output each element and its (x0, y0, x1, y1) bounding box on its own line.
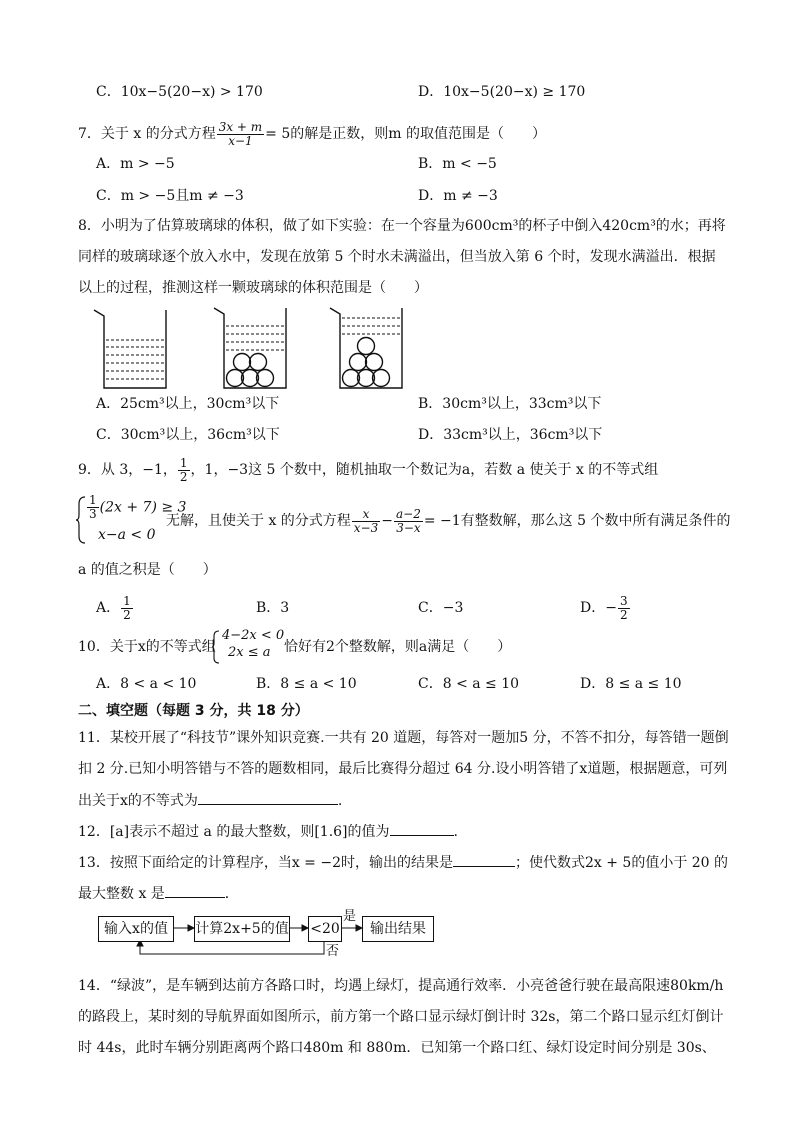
q13-line-1 (78, 852, 728, 873)
q8-line-1: 8．小明为了估算玻璃球的体积，做了如下实验：在一个容量为600cm³的杯子中倒入420cm³的水；再将 (78, 218, 726, 234)
q9-half-den: 2 (179, 469, 188, 484)
beaker-empty (94, 310, 166, 388)
q11-line-3-end: . (337, 793, 343, 809)
q9-brace (76, 496, 86, 544)
q8-option-d: D．33cm³以上，36cm³以下 (418, 427, 603, 443)
q11-line-3 (78, 790, 342, 811)
q6-option-c: C．10x−5(20−x) > 170 (96, 84, 263, 100)
q9-option-a-num: 1 (123, 593, 131, 608)
q9-frac-1 (352, 508, 380, 535)
q9-line-1-a: 9．从 3，−1， (78, 462, 177, 478)
q12-end: . (453, 824, 458, 840)
beaker-five-balls (214, 308, 286, 388)
q11-line-2: 扣 2 分.已知小明答错与不答的题数相同，最后比赛得分超过 64 分.设小明答错了x道题，根据题意，可列 (78, 761, 728, 777)
q13-line-2-end: ． (224, 886, 239, 902)
q9-frac-2 (394, 508, 423, 535)
q9-option-d-num: 3 (619, 593, 628, 608)
q9-option-d (580, 592, 631, 624)
q9-option-d-den: 2 (619, 607, 628, 622)
flowchart-input-box: 输入x的值 (98, 916, 174, 942)
flowchart-no-label: 否 (326, 944, 340, 959)
q11-line-3-text: 出关于x的不等式为 (78, 793, 198, 809)
q9-third-num: 1 (89, 493, 97, 507)
q7-option-d: D．m ≠ −3 (418, 188, 498, 204)
q8-line-2: 同样的玻璃球逐个放入水中，发现在放第 5 个时水未满溢出，但当放入第 6 个时，发现水满溢出．根据 (78, 249, 716, 265)
q7-option-a: A．m > −5 (96, 156, 175, 172)
q10-option-a: A．8 < a < 10 (96, 676, 197, 692)
q12-line (78, 821, 458, 842)
section-heading: 二、填空题（每题 3 分，共 18 分） (78, 703, 309, 719)
q10-option-b: B．8 ≤ a < 10 (256, 676, 357, 692)
q9-option-d-frac (618, 595, 630, 622)
q9-minus: − (381, 513, 393, 529)
q6-option-d: D．10x−5(20−x) ≥ 170 (418, 84, 586, 100)
q9-line-3: a 的值之积是（ ） (78, 562, 217, 578)
q9-frac-2-den: 3−x (396, 520, 421, 535)
q9-frac-1-num: x (352, 508, 380, 522)
q9-system-row-2: x−a < 0 (98, 527, 156, 543)
q9-option-a-frac (121, 595, 133, 622)
q7-fraction (217, 121, 264, 148)
q10-option-d: D．8 ≤ a ≤ 10 (580, 676, 682, 692)
q8-option-c: C．30cm³以上，36cm³以下 (96, 427, 280, 443)
q7-stem (78, 118, 546, 150)
q11-answer-blank[interactable] (198, 790, 338, 805)
q9-line-1-b: ，1，−3这 5 个数中，随机抽取一个数记为a，若数 a 使关于 x 的不等式组 (190, 462, 659, 478)
flowchart-compute-box: 计算2x+5的值 (194, 916, 290, 942)
q9-mid-1: 无解，且使关于 x 的分式方程 (166, 513, 351, 529)
q8-option-b: B．30cm³以上，33cm³以下 (418, 396, 602, 412)
q13-line-2-text: 最大整数 x 是 (78, 886, 165, 902)
q12-answer-blank[interactable] (390, 821, 454, 836)
q7-option-c: C．m > −5且m ≠ −3 (96, 188, 244, 204)
q9-mid-2: = −1有整数解，那么这 5 个数中所有满足条件的 (423, 513, 731, 529)
q10-brace (212, 630, 220, 664)
q9-option-b: B．3 (256, 600, 290, 616)
q9-option-d-label: D．− (580, 600, 617, 616)
q13-line-1-b: ；使代数式2x + 5的值小于 20 的 (514, 855, 729, 871)
beaker-six-balls (330, 308, 402, 388)
q12-text: 12．[a]表示不超过 a 的最大整数，则[1.6]的值为 (78, 824, 390, 840)
q10-system-row-2: 2x ≤ a (228, 645, 271, 660)
q10-system-row-1: 4−2x < 0 (222, 628, 285, 643)
q10-prefix: 10．关于x的不等式组 (78, 639, 216, 655)
q7-suffix: = 5的解是正数，则m 的取值范围是（ ） (265, 126, 546, 142)
q9-half-num: 1 (179, 455, 188, 470)
q9-frac-1-den: x−3 (353, 520, 379, 535)
q13-answer-blank-2[interactable] (165, 883, 225, 898)
q7-prefix: 7．关于 x 的分式方程 (78, 126, 216, 142)
q10-suffix: 恰好有2个整数解，则a满足（ ） (284, 639, 512, 655)
flowchart-compare-box: <20 (308, 916, 342, 942)
q9-third-den: 3 (89, 507, 97, 521)
q10-option-c: C．8 < a ≤ 10 (418, 676, 520, 692)
q13-answer-blank-1[interactable] (453, 852, 515, 867)
q14-line-1: 14．“绿波”，是车辆到达前方各路口时，均遇上绿灯，提高通行效率．小亮爸爸行驶在最高限速80km/h (78, 978, 724, 994)
q7-frac-num: 3x + m (218, 119, 263, 134)
q14-line-2: 的路段上，某时刻的导航界面如图所示，前方第一个路口显示绿灯倒计时 32s，第二个路口显示红灯倒计 (78, 1009, 724, 1025)
q9-line-1 (78, 454, 658, 486)
q9-option-c: C．−3 (418, 600, 464, 616)
beakers-figure (90, 304, 410, 392)
q8-line-3: 以上的过程，推测这样一颗玻璃球的体积范围是（ ） (78, 280, 428, 296)
flowchart-yes-label: 是 (343, 909, 357, 924)
q14-line-3: 时 44s，此时车辆分别距离两个路口480m 和 880m．已知第一个路口红、绿灯设定时间分别是 30s、 (78, 1040, 716, 1056)
q13-line-2 (78, 883, 239, 904)
q9-frac-2-num: a−2 (396, 506, 421, 521)
flowchart-output-box: 输出结果 (362, 916, 434, 942)
q13-line-1-a: 13．按照下面给定的计算程序，当x = −2时，输出的结果是 (78, 855, 453, 871)
q9-system-row-1-expr: (2x + 7) ≥ 3 (99, 499, 187, 516)
q9-half (178, 457, 190, 484)
q7-option-b: B．m < −5 (418, 156, 497, 172)
q11-line-1: 11．某校开展了“科技节”课外知识竞赛.一共有 20 道题，每答对一题加5 分，不答不扣分，每答错一题倒 (78, 730, 729, 746)
q8-option-a: A．25cm³以上，30cm³以下 (96, 396, 280, 412)
q9-option-a (96, 592, 134, 624)
q7-frac-den: x−1 (228, 133, 253, 148)
q9-line-2 (166, 505, 730, 537)
q9-third (87, 494, 99, 521)
q9-option-a-label: A． (96, 600, 121, 616)
q9-option-a-den: 2 (123, 607, 131, 622)
